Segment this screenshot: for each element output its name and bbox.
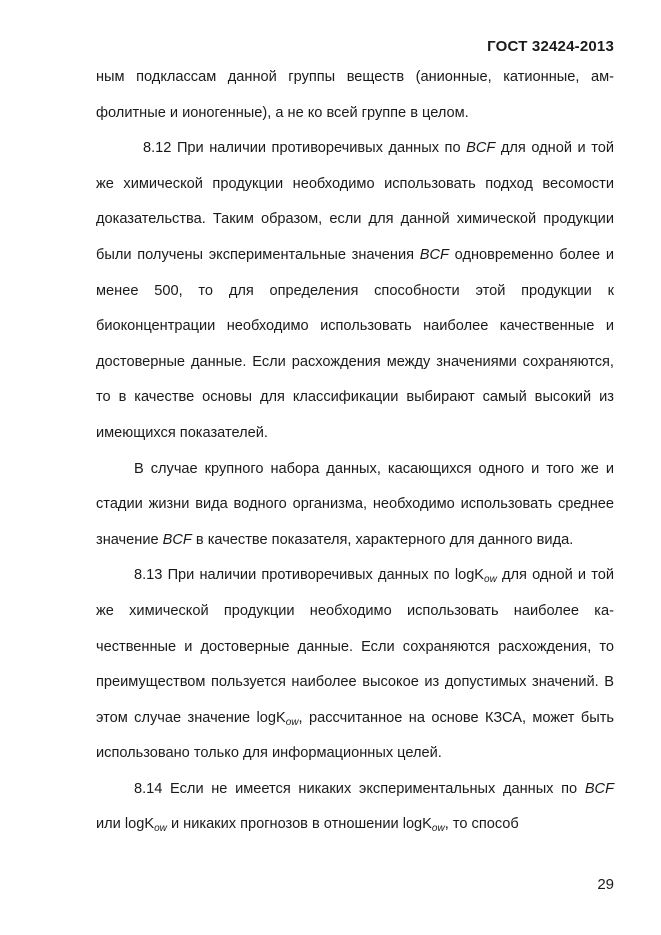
paragraph-continuation	[96, 60, 614, 131]
subscript-ow: ow	[431, 823, 445, 835]
term-bcf: BCF	[419, 246, 449, 263]
document-body	[96, 60, 614, 843]
text-segment: , то способ	[444, 816, 519, 833]
paragraph-large-dataset	[96, 452, 614, 559]
text-segment: 8.14 Если не имеется никаких экспериментальных данных по	[134, 780, 585, 797]
text-segment: и никаких прогнозов в отношении logK	[166, 816, 432, 833]
term-bcf: BCF	[584, 780, 614, 797]
text-segment: В случае крупного набора данных, касающихся одного и того же и стадии жизни вида водного организма, необходимо использовать среднее значение	[96, 460, 614, 548]
subscript-ow: ow	[154, 823, 167, 835]
paragraph-8-12	[96, 131, 614, 451]
document-header: ГОСТ 32424-2013	[487, 38, 614, 55]
text-segment: 8.13 При наличии противоречивых данных по logK	[134, 567, 485, 584]
term-bcf: BCF	[162, 531, 192, 548]
text-segment: для одной и той же химической продукции необходимо использовать наиболее качественные и достоверные данные. Если сохраняются расхождения, то преимуществом пользуется наиболее высокое из допустимых значений. В этом случае значение logK	[96, 567, 614, 726]
subscript-ow: ow	[484, 574, 497, 586]
paragraph-8-13	[96, 558, 614, 772]
page-number: 29	[597, 876, 614, 893]
text-segment: 8.12 При наличии противоречивых данных по	[143, 140, 467, 157]
paragraph-8-14	[96, 772, 614, 843]
text-segment: ным подклассам данной группы веществ (анионные, катионные, амфолитные и ионогенные), а не ко всей группе в целом.	[96, 69, 614, 121]
text-segment: в качестве показателя, характерного для данного вида.	[191, 531, 574, 548]
text-segment: или logK	[96, 816, 155, 833]
text-segment: для одной и той же химической продукции необходимо использовать подход весомости доказательства. Таким образом, если для данной химической продукции были получены экспериментальные значения	[96, 140, 614, 263]
text-segment: , рассчитанное на основе КЗСА, может быть использовано только для информационных целей.	[96, 709, 614, 762]
term-bcf: BCF	[466, 140, 496, 157]
text-segment: одновременно более и менее 500, то для определения способности этой продукции к биоконцентрации необходимо использовать наиболее качественные и достоверные данные. Если расхождения между значениями сохраняются, то в качестве основы для классификации выбирают самый высокий из имеющихся показателей.	[96, 246, 614, 441]
subscript-ow: ow	[285, 716, 299, 728]
